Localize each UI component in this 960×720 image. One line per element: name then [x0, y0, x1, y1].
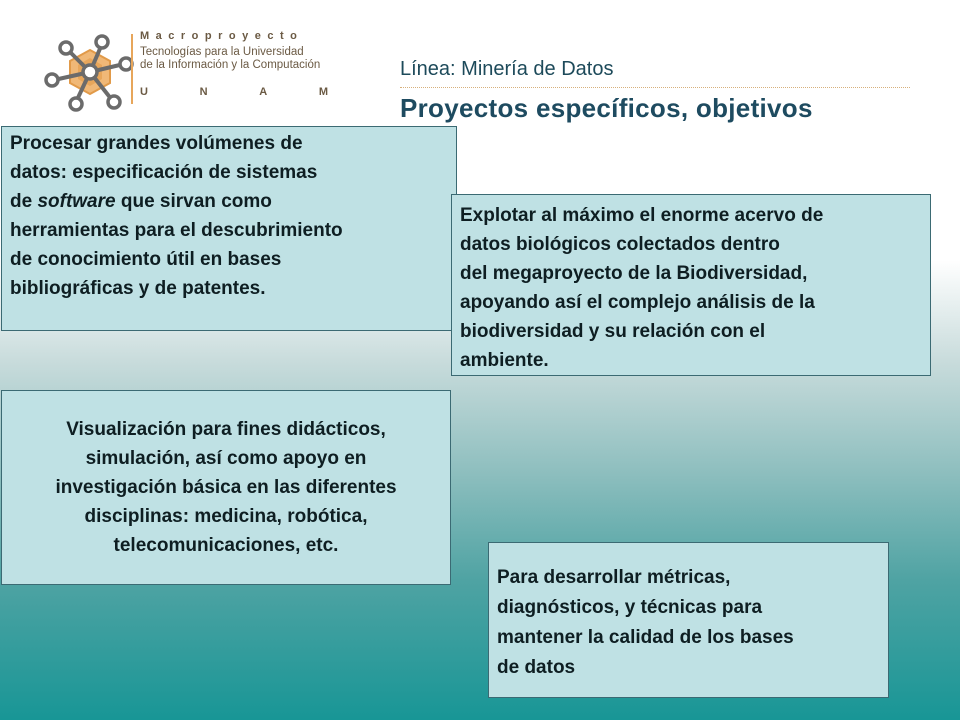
- box-line: de conocimiento útil en bases: [10, 249, 282, 270]
- logo-title: Macroproyecto: [140, 30, 304, 42]
- box-line: apoyando así el complejo análisis de la: [460, 292, 815, 313]
- box-line: datos: especificación de sistemas: [10, 162, 318, 183]
- box-line: Visualización para fines didácticos,: [66, 419, 386, 440]
- network-hexagon-logo-icon: [40, 28, 140, 118]
- box-line: simulación, así como apoyo en: [85, 448, 367, 469]
- logo-unam-letter: A: [259, 86, 270, 98]
- logo-unam-letter: N: [199, 86, 210, 98]
- objective-box-data-quality: [488, 542, 889, 698]
- logo-unam-letter: M: [318, 86, 330, 98]
- box-line: ambiente.: [460, 350, 549, 371]
- header-divider: [400, 87, 910, 88]
- page-title: Proyectos específicos, objetivos: [400, 93, 813, 123]
- line-subtitle: Línea: Minería de Datos: [400, 58, 614, 80]
- objective-box-data-processing: [1, 126, 457, 331]
- logo-tagline: [140, 46, 320, 72]
- box-line: datos biológicos colectados dentro: [460, 234, 780, 255]
- box-line: Explotar al máximo el enorme acervo de: [460, 205, 824, 226]
- box-line: diagnósticos, y técnicas para: [497, 597, 763, 618]
- box-line: del megaproyecto de la Biodiversidad,: [460, 263, 808, 284]
- logo-tagline-line2: de la Información y la Computación: [140, 59, 321, 71]
- box-line: disciplinas: medicina, robótica,: [84, 506, 368, 527]
- box-line: bibliográficas y de patentes.: [10, 278, 266, 299]
- box-line: herramientas para el descubrimiento: [10, 220, 343, 241]
- box-line: de datos: [497, 657, 576, 678]
- box-line-part: de: [10, 191, 38, 212]
- logo-divider: [131, 34, 133, 104]
- software-italic-word: software: [37, 191, 116, 212]
- objective-box-visualization: [1, 390, 451, 585]
- box-line: telecomunicaciones, etc.: [113, 535, 339, 556]
- box-line: Procesar grandes volúmenes de: [10, 133, 303, 154]
- logo-tagline-line1: Tecnologías para la Universidad: [140, 46, 304, 58]
- logo-unam: [140, 86, 330, 98]
- box-line: biodiversidad y su relación con el: [460, 321, 766, 342]
- box-line-part: que sirvan como: [115, 191, 272, 212]
- box-line: investigación básica en las diferentes: [55, 477, 397, 498]
- logo-unam-letter: U: [140, 86, 150, 98]
- box-line: Para desarrollar métricas,: [497, 567, 731, 588]
- box-line: mantener la calidad de los bases: [497, 627, 794, 648]
- objective-box-biodiversity: [451, 194, 931, 376]
- box-line: [10, 187, 448, 216]
